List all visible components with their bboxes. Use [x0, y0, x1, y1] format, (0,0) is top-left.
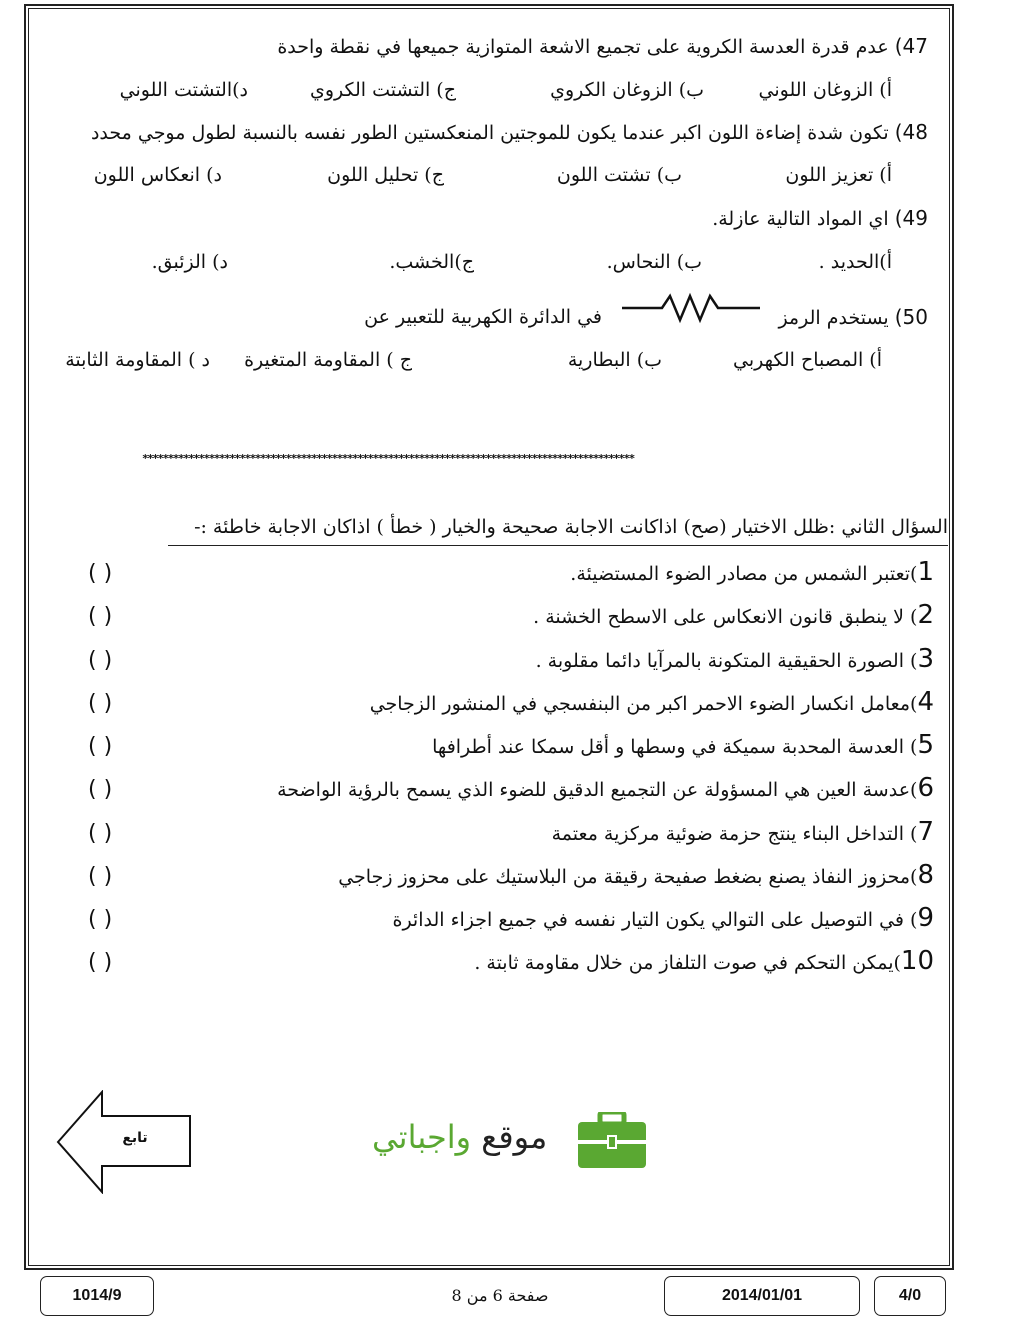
answer-box-7[interactable]: ( ) [88, 821, 113, 846]
logo-word-1: موقع [481, 1118, 548, 1156]
question-number: 50) [894, 305, 928, 329]
option-a: أ) تعزيز اللون [785, 164, 892, 186]
footer-ratio: 4/0 [874, 1276, 946, 1316]
option-b: ب) تشتت اللون [556, 164, 682, 186]
continue-label[interactable]: تابع [122, 1130, 148, 1146]
tf-item-9: 9) في التوصيل على التوالي يكون التيار نفسه في جميع اجزاء الدائرة [392, 903, 934, 933]
option-b: ب) الزوغان الكروي [550, 79, 704, 101]
question-50 [778, 305, 928, 330]
option-c: ج) تحليل اللون [327, 164, 444, 186]
footer-date: 2014/01/01 [664, 1276, 860, 1316]
question-text: تكون شدة إضاءة اللون اكبر عندما يكون للموجتين المنعكستين الطور نفسه بالنسبة لطول موجي محدد [90, 122, 889, 144]
option-d: د) انعكاس اللون [93, 164, 222, 186]
answer-box-2[interactable]: ( ) [88, 604, 113, 629]
answer-box-3[interactable]: ( ) [88, 648, 113, 673]
footer-page: صفحة 6 من 8 [451, 1286, 549, 1305]
option-c: ج ) المقاومة المتغيرة [244, 349, 412, 371]
question-text: اي المواد التالية عازلة. [712, 208, 889, 230]
answer-box-4[interactable]: ( ) [88, 691, 113, 716]
logo-text [372, 1118, 547, 1156]
question-number: 47) [894, 34, 928, 58]
answer-box-5[interactable]: ( ) [88, 734, 113, 759]
question-number: 49) [894, 206, 928, 230]
option-b: ب) البطارية [567, 349, 662, 371]
tf-item-1: 1)تعتبر الشمس من مصادر الضوء المستضيئة. [570, 557, 934, 587]
question-47 [277, 34, 928, 59]
star-separator: ************************************************************************************************ [142, 452, 634, 465]
question-48 [91, 120, 928, 145]
tf-item-7: 7) التداخل البناء ينتج حزمة ضوئية مركزية معتمة [551, 817, 934, 847]
tf-item-10: 10)يمكن التحكم في صوت التلفاز من خلال مقاومة ثابتة . [474, 946, 934, 976]
tf-item-8: 8)محزوز النفاذ يصنع بضغط صفيحة رقيقة من البلاستيك على محزوز زجاجي [338, 860, 934, 890]
section-title: السؤال الثاني :ظلل الاختيار (صح) اذاكانت الاجابة صحيحة والخيار ( خطأ ) اذاكان الاجابة خاطئة :- [194, 516, 948, 538]
option-b: ب) النحاس. [606, 251, 702, 273]
answer-box-1[interactable]: ( ) [88, 561, 113, 586]
option-a: أ) الزوغان اللوني [758, 79, 892, 101]
briefcase-icon [578, 1112, 646, 1168]
option-d: د)التشتت اللوني [119, 79, 248, 101]
option-a: أ) المصباح الكهربي [732, 349, 882, 371]
question-text-after: في الدائرة الكهربية للتعبير عن [364, 306, 602, 328]
page-frame-inner [28, 8, 950, 1266]
tf-item-5: 5) العدسة المحدبة سميكة في وسطها و أقل سمكا عند أطرافها [432, 730, 934, 760]
option-d: د ) المقاومة الثابتة [65, 349, 210, 371]
tf-item-6: 6)عدسة العين هي المسؤولة عن التجميع الدقيق للضوء الذي يسمح بالرؤية الواضحة [277, 773, 934, 803]
section-underline [168, 545, 948, 546]
question-text-before: يستخدم الرمز [778, 307, 889, 329]
tf-item-2: 2) لا ينطبق قانون الانعكاس على الاسطح الخشنة . [533, 600, 934, 630]
answer-box-10[interactable]: ( ) [88, 950, 113, 975]
tf-item-3: 3) الصورة الحقيقية المتكونة بالمرآيا دائما مقلوبة . [535, 644, 934, 674]
answer-box-9[interactable]: ( ) [88, 907, 113, 932]
option-c: ج) التشتت الكروي [310, 79, 456, 101]
question-49 [712, 206, 928, 231]
resistor-symbol-icon [622, 290, 762, 326]
answer-box-8[interactable]: ( ) [88, 864, 113, 889]
tf-item-4: 4)معامل انكسار الضوء الاحمر اكبر من البنفسجي في المنشور الزجاجي [369, 687, 934, 717]
option-a: أ)الحديد . [818, 251, 892, 273]
option-d: د) الزئبق. [151, 251, 228, 273]
question-text: عدم قدرة العدسة الكروية على تجميع الاشعة المتوازية جميعها في نقطة واحدة [277, 36, 889, 58]
question-number: 48) [894, 120, 928, 144]
option-c: ج)الخشب. [389, 251, 474, 273]
logo-word-2: واجباتي [372, 1118, 472, 1156]
footer-code: 1014/9 [40, 1276, 154, 1316]
answer-box-6[interactable]: ( ) [88, 777, 113, 802]
